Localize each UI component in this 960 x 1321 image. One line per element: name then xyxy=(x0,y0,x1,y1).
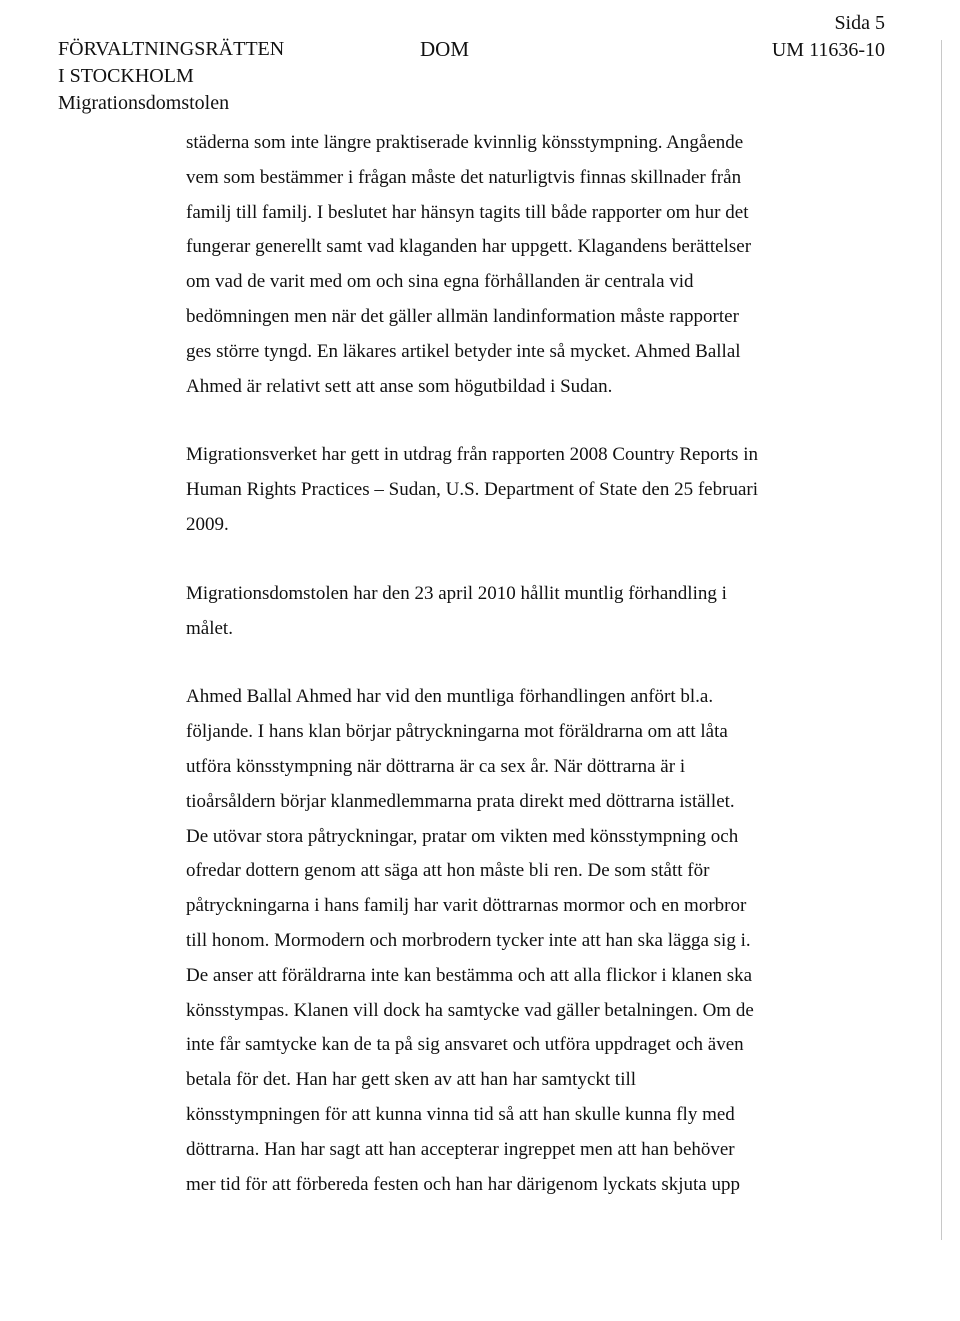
text-line: mer tid för att förbereda festen och han har därigenom lyckats skjuta upp xyxy=(186,1173,740,1195)
text-line: könsstympas. Klanen vill dock ha samtycke vad gäller betalningen. Om de xyxy=(186,999,754,1021)
text-line: påtryckningarna i hans familj har varit döttrarnas mormor och en morbror xyxy=(186,895,747,917)
text-line: om vad de varit med om och sina egna förhållanden är centrala vid xyxy=(186,271,694,293)
paragraph-4 xyxy=(186,680,806,1202)
text-line: betala för det. Han har gett sken av att han har samtyckt till xyxy=(186,1069,637,1091)
text-line: ofredar dottern genom att säga att hon måste bli ren. De som stått för xyxy=(186,860,710,882)
case-number: UM 11636-10 xyxy=(771,39,885,61)
paragraph-2 xyxy=(186,438,806,542)
text-line: familj till familj. I beslutet har hänsyn tagits till både rapporter om hur det xyxy=(186,201,749,223)
scan-margin-line xyxy=(941,40,942,1240)
text-line: inte får samtycke kan de ta på sig ansvaret och utföra uppdraget och även xyxy=(186,1034,744,1056)
court-name xyxy=(58,36,284,117)
text-line: könsstympningen för att kunna vinna tid så att han skulle kunna fly med xyxy=(186,1103,735,1125)
text-line: 2009. xyxy=(186,513,229,535)
text-line: De anser att föräldrarna inte kan bestämma och att alla flickor i klanen ska xyxy=(186,964,753,986)
court-name-line-1: FÖRVALTNINGSRÄTTEN xyxy=(58,38,285,60)
text-line: döttrarna. Han har sagt att han accepterar ingreppet men att han behöver xyxy=(186,1138,735,1160)
paragraph-3 xyxy=(186,577,806,647)
text-line: Migrationsdomstolen har den 23 april 2010 hållit muntlig förhandling i xyxy=(186,582,727,604)
text-line: ges större tyngd. En läkares artikel betyder inte så mycket. Ahmed Ballal xyxy=(186,340,741,362)
text-line: vem som bestämmer i frågan måste det naturligtvis finnas skillnader från xyxy=(186,166,742,188)
document-body xyxy=(186,126,806,1236)
case-info xyxy=(772,10,885,64)
page-number: Sida 5 xyxy=(834,12,885,34)
text-line: bedömningen men när det gäller allmän landinformation måste rapporter xyxy=(186,305,739,327)
text-line: målet. xyxy=(186,617,233,639)
court-name-line-2: I STOCKHOLM xyxy=(58,65,194,87)
text-line: Human Rights Practices – Sudan, U.S. Department of State den 25 februari xyxy=(186,479,758,501)
text-line: tioårsåldern börjar klanmedlemmarna prata direkt med döttrarna istället. xyxy=(186,790,735,812)
text-line: utföra könsstympning när döttrarna är ca sex år. När döttrarna är i xyxy=(186,755,686,777)
document-type: DOM xyxy=(420,37,470,61)
text-line: följande. I hans klan börjar påtryckningarna mot föräldrarna om att låta xyxy=(186,721,728,743)
text-line: Ahmed är relativt sett att anse som högutbildad i Sudan. xyxy=(186,375,613,397)
court-division: Migrationsdomstolen xyxy=(58,92,230,114)
text-line: Migrationsverket har gett in utdrag från rapporten 2008 Country Reports in xyxy=(186,444,758,466)
text-line: till honom. Mormodern och morbrodern tycker inte att han ska lägga sig i. xyxy=(186,929,751,951)
text-line: De utövar stora påtryckningar, pratar om vikten med könsstympning och xyxy=(186,825,739,847)
page-header xyxy=(0,10,960,114)
text-line: städerna som inte längre praktiserade kvinnlig könsstympning. Angående xyxy=(186,132,744,153)
text-line: Ahmed Ballal Ahmed har vid den muntliga förhandlingen anfört bl.a. xyxy=(186,686,714,708)
paragraph-1 xyxy=(186,126,806,404)
text-line: fungerar generellt samt vad klaganden har uppgett. Klagandens berättelser xyxy=(186,236,752,258)
